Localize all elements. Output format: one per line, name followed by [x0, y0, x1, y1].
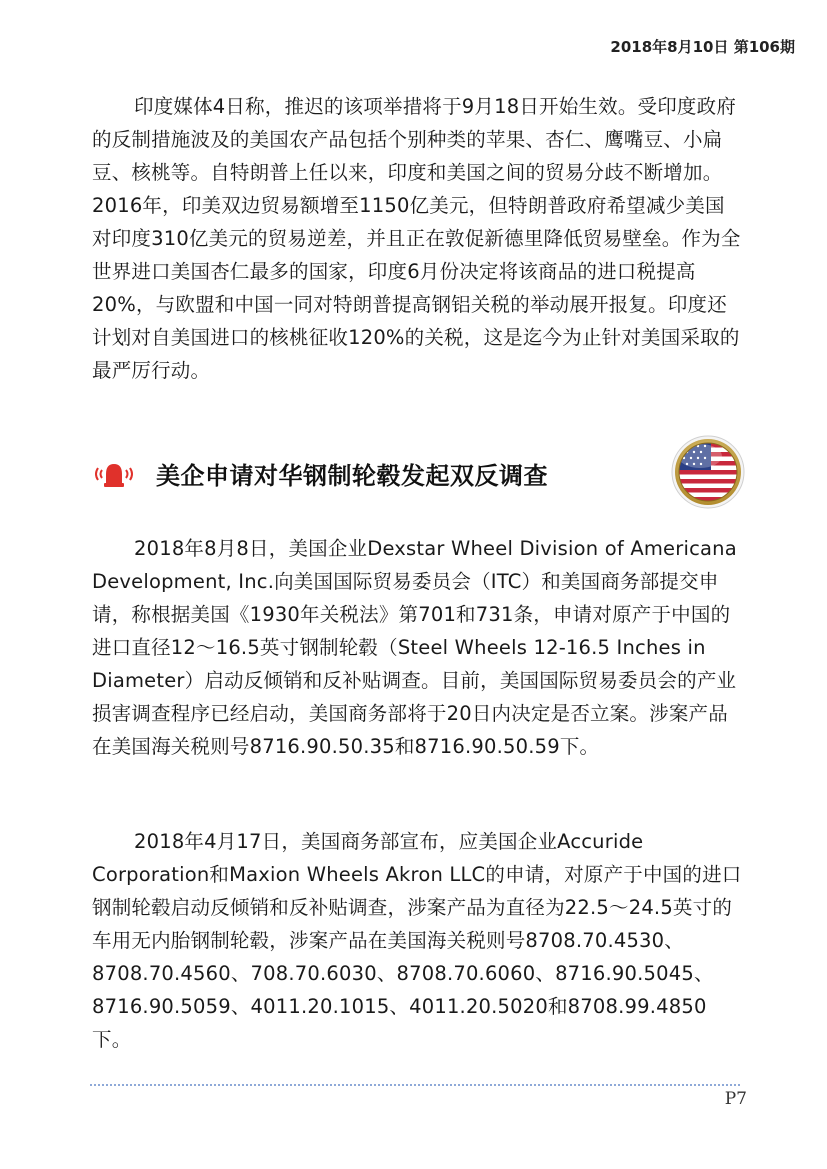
paragraph-text: 2018年8月8日，美国企业Dexstar Wheel Division of Americana Development, Inc.向美国国际贸易委员会（ITC）和美国商务部提交申请，称根据美国《1930年关税法》第701和731条，申请对原产于中国的进口直径12～16.5英寸钢制轮毂（Steel Wheels 12-16.5 Inches in Diameter）启动反倾销和反补贴调查。目前，美国国际贸易委员会的产业损害调查程序已经启动，美国商务部将于20日内决定是否立案。涉案产品在美国海关税则号8716.90.50.35和8716.90.50.59下。 [92, 537, 737, 758]
us-flag-icon [670, 434, 746, 510]
paragraph-text: 印度媒体4日称，推迟的该项举措将于9月18日开始生效。受印度政府的反制措施波及的美国农产品包括个别种类的苹果、杏仁、鹰嘴豆、小扁豆、核桃等。自特朗普上任以来，印度和美国之间的贸易分歧不断增加。2016年，印美双边贸易额增至1150亿美元，但特朗普政府希望减少美国对印度310亿美元的贸易逆差，并且正在敦促新德里降低贸易壁垒。作为全世界进口美国杏仁最多的国家，印度6月份决定将该商品的进口税提高20%，与欧盟和中国一同对特朗普提高钢铝关税的举动展开报复。印度还计划对自美国进口的核桃征收120%的关税，这是迄今为止针对美国采取的最严厉行动。 [92, 95, 741, 382]
article-paragraph-accuride [92, 825, 742, 1056]
article-paragraph-india-tariffs [92, 90, 742, 387]
article-paragraph-dexstar [92, 532, 742, 763]
footer-divider [90, 1084, 740, 1086]
section-heading [92, 452, 752, 512]
alarm-bell-icon [92, 458, 136, 490]
page-number: P7 [724, 1089, 747, 1109]
section-heading-text: 美企申请对华钢制轮毂发起双反调查 [156, 462, 548, 490]
paragraph-text: 2018年4月17日，美国商务部宣布，应美国企业Accuride Corporation和Maxion Wheels Akron LLC的申请，对原产于中国的进口钢制轮毂启动反倾销和反补贴调查，涉案产品为直径为22.5～24.5英寸的车用无内胎钢制轮毂，涉案产品在美国海关税则号8708.70.4530、8708.70.4560、708.70.6030、8708.70.6060、8716.90.5045、8716.90.5059、4011.20.1015、4011.20.5020和8708.99.4850下。 [92, 830, 742, 1051]
issue-date-header: 2018年8月10日 第106期 [610, 38, 795, 56]
